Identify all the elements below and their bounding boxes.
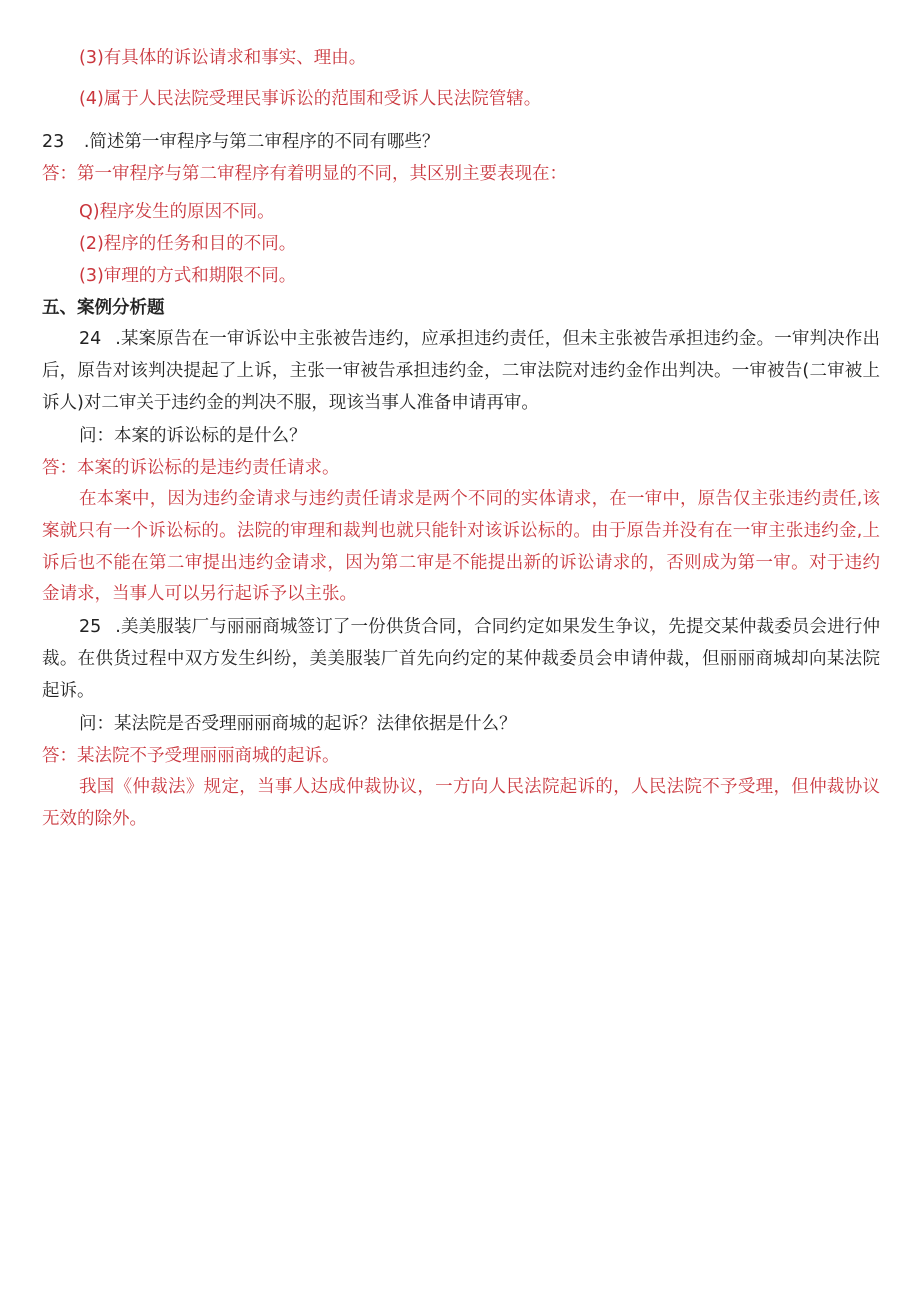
answer-23: 答：第一审程序与第二审程序有着明显的不同，其区别主要表现在： xyxy=(42,164,567,184)
prev-answer-item-3: (3)有具体的诉讼请求和事实、理由。 xyxy=(79,48,367,68)
case-number: 25 xyxy=(79,617,102,637)
prev-answer-item-4: (4)属于人民法院受理民事诉讼的范围和受诉人民法院管辖。 xyxy=(79,89,542,109)
answer-23-item-3: (3)审理的方式和期限不同。 xyxy=(79,266,297,286)
question-25: 问：某法院是否受理丽丽商城的起诉？法律依据是什么？ xyxy=(79,714,517,734)
question-number: 23 xyxy=(42,132,65,152)
question-24: 问：本案的诉讼标的是什么？ xyxy=(79,426,307,446)
case-24 xyxy=(42,324,880,419)
case-text: .某案原告在一审诉讼中主张被告违约，应承担违约责任，但未主张被告承担违约金。一审判决作出后，原告对该判决提起了上诉，主张一审被告承担违约金，二审法院对违约金作出判决。一审被告(二审被上诉人)对二审关于违约金的判决不服，现该当事人准备申请再审。 xyxy=(42,329,880,413)
case-number: 24 xyxy=(79,329,102,349)
explanation-24: 在本案中，因为违约金请求与违约责任请求是两个不同的实体请求，在一审中，原告仅主张违约责任,该案就只有一个诉讼标的。法院的审理和裁判也就只能针对该诉讼标的。由于原告并没有在一审主张违约金,上诉后也不能在第二审提出违约金请求，因为第二审是不能提出新的诉讼请求的，否则成为第一审。对于违约金请求，当事人可以另行起诉予以主张。 xyxy=(42,489,880,605)
case-25 xyxy=(42,612,880,707)
case-text: .美美服装厂与丽丽商城签订了一份供货合同，合同约定如果发生争议，先提交某仲裁委员会进行仲裁。在供货过程中双方发生纠纷，美美服装厂首先向约定的某仲裁委员会申请仲裁，但丽丽商城却向某法院起诉。 xyxy=(42,617,880,701)
answer-23-item-1: Q)程序发生的原因不同。 xyxy=(79,202,275,222)
question-23 xyxy=(42,130,439,154)
question-text: .简述第一审程序与第二审程序的不同有哪些？ xyxy=(83,132,440,152)
answer-23-item-2: (2)程序的任务和目的不同。 xyxy=(79,234,297,254)
answer-25: 答：某法院不予受理丽丽商城的起诉。 xyxy=(42,746,340,766)
explanation-25: 我国《仲裁法》规定，当事人达成仲裁协议，一方向人民法院起诉的，人民法院不予受理，但仲裁协议无效的除外。 xyxy=(42,777,880,829)
answer-24: 答：本案的诉讼标的是违约责任请求。 xyxy=(42,458,340,478)
section-heading: 五、案例分析题 xyxy=(42,298,165,318)
